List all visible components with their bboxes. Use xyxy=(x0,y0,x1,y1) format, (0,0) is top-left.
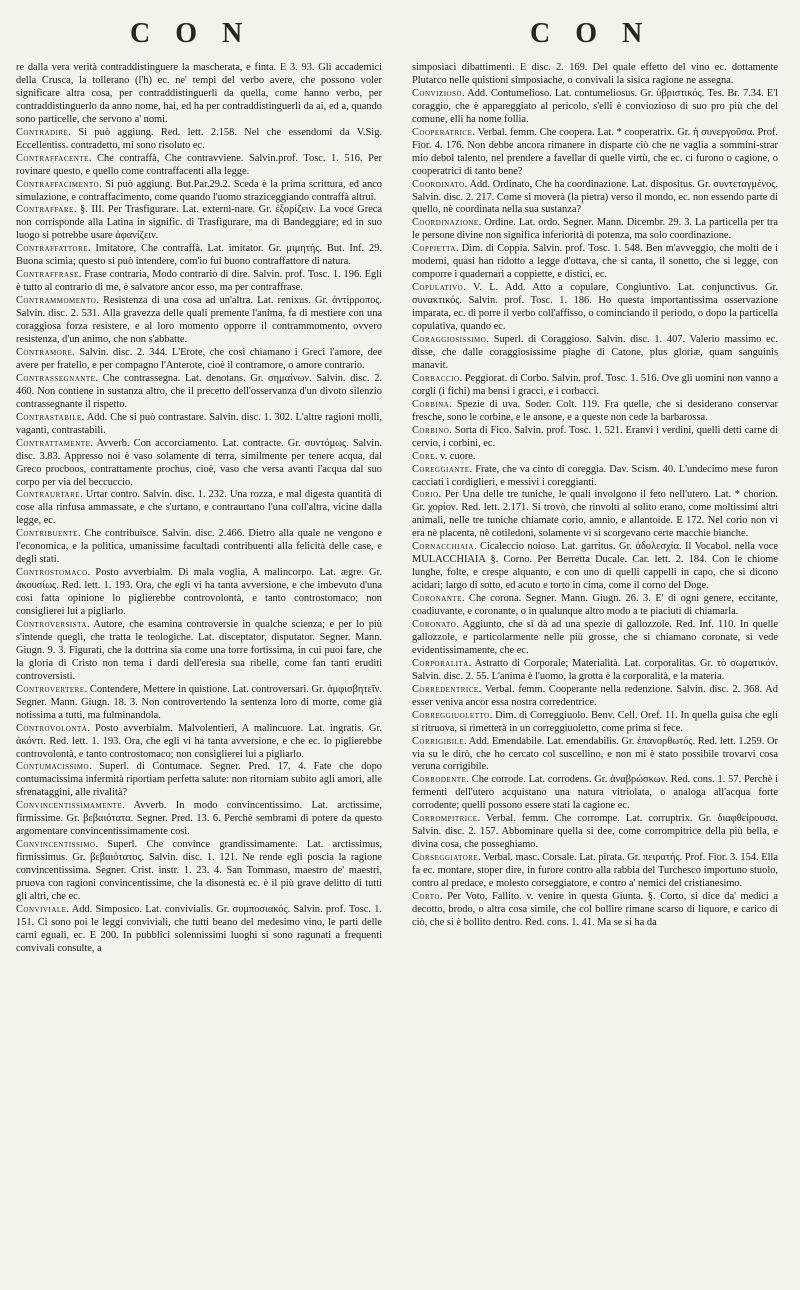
entry-definition: . Spezie di uva. Soder. Colt. 119. Fra quelle, che si desiderano conservar freschе, sono le corbine, e le ansone, e a queste non cede la barbarossa. xyxy=(412,398,778,423)
dictionary-entry xyxy=(16,567,382,619)
entry-headword: Contraffrase xyxy=(16,269,79,281)
entry-headword: Contrammomento xyxy=(16,295,97,307)
entry-definition: . Verbal. masc. Corsale. Lat. pirata. Gr. πειρατής. Prof. Fior. 3. 154. Ella fa ec. montare, stoper dire, in furore contro alla rabbia del Turchesco importuno stuolo, contro al predace, e molesto corseggiatore, e contro a' nemici del cristianesimo. xyxy=(412,852,778,890)
entry-headword: Controvolontà xyxy=(16,722,88,734)
entry-definition: . Superl. di Coraggioso. Salvin. disc. 1. 407. Valerio massimo ec. disse, che dalle coraggiosissime piaghe di Catone, plus gloriæ, quam sanguinis manavit. xyxy=(412,334,778,371)
dictionary-entry xyxy=(412,88,778,127)
entry-headword: Contumacissimo xyxy=(16,761,90,773)
dictionary-entry xyxy=(16,761,382,800)
entry-definition: . Contendere, Mettere in quistione. Lat. controversari. Gr. ἀμφισβητεῖν. Segner. Mann. Giugn. 18. 3. Non controvertendo la sentenza loro di morte, come già notissima a tutti, ma fulminandola. xyxy=(16,683,382,721)
entry-definition: . Dim. di Coppia. Salvin. prof. Tosc. 1. 548. Ben m'avveggio, che molti de i moderni, quasi han ridotto a legge d'ottava, che si canta, il sonetto, che si legge, con comporre i quadernari a coppiette, e distici, ec. xyxy=(412,243,778,281)
entry-headword: Coronante xyxy=(412,593,462,605)
entry-definition: . Urtar contro. Salvin. disc. 1. 232. Una rozza, e mal digesta quantità di cose alla rinfusa ammassate, e che s'urtano, e contraurtano l'una coll'altra, vicine dalla legge, ec. xyxy=(16,489,382,527)
entry-definition: . Aggiunto, che si dà ad una spezie di gallozzole. Red. Inf. 110. In quelle gallozzole, e particolarmente nelle più grosse, che si chiamano coronate, si vede evidentissimamente, che ec. xyxy=(412,618,778,656)
dictionary-entry xyxy=(412,710,778,736)
dictionary-entry xyxy=(412,451,778,464)
entry-headword: Coronato xyxy=(412,618,457,630)
entry-headword: Coraggiosissimo xyxy=(412,334,487,346)
entry-definition: . Add. Ordinato, Che ha coordinazione. Lat. dispositus. Gr. συντεταγμένος. Salvin. disc. 2. 217. Come si moverà (la pietra) verso il mondo, ec. non essendo parte di quello, nè coordinata nella sua sustanza? xyxy=(412,178,778,216)
entry-headword: Corbaccio xyxy=(412,372,460,384)
entry-headword: Contraffacente xyxy=(16,152,89,164)
entry-headword: Convincentissimo xyxy=(16,839,96,851)
entry-definition: . Astratto di Corporale; Materialità. Lat. corporalitas. Gr. τὸ σωματικόν. Salvin. disc. 2. 55. L'anima è l'uomo, la grotta è la corporalità, e la materia. xyxy=(412,657,778,682)
dictionary-entry xyxy=(16,723,382,762)
dictionary-entry xyxy=(412,464,778,490)
entry-headword: Controvertere xyxy=(16,683,85,695)
entry-definition: . Si può aggiung. Red. lett. 2.158. Nel che essendomi da V.Sig. Eccellentiss. contradetto, mi sono risoluto ec. xyxy=(16,126,382,151)
dictionary-entry xyxy=(412,425,778,451)
dictionary-entry xyxy=(16,489,382,528)
entry-definition: . Add. Simposico. Lat. convivialis. Gr. συμποσιακός. Salvin. prof. Tosc. 1. 151. Ci sono poi le leggi conviviali, che tutti beano del medesimo vino, le parti delle carni eguali, ec. E 200. In pubblici solennissimi luoghi si sono ragunati a frequenti convivali consulte, a xyxy=(16,903,382,954)
dictionary-entry xyxy=(412,852,778,891)
entry-definition: . Salvin. disc. 2. 344. L'Erote, che così chiamano i Greci l'amore, dee avere per fratello, e per compagno l'Anterote, cioè il contramore, o amore contrario. xyxy=(16,346,382,371)
dictionary-entry xyxy=(16,619,382,684)
entry-headword: Controstomaco xyxy=(16,567,88,579)
entry-headword: Contraffacimento xyxy=(16,178,100,190)
entry-definition: . Che contraffà, Che contravviene. Salvin.prof. Tosc. 1. 516. Per rovinare questo, e quello come contraffacenti alla legge. xyxy=(16,152,382,177)
dictionary-entry xyxy=(412,373,778,399)
dictionary-entry xyxy=(16,412,382,438)
dictionary-entry xyxy=(16,800,382,839)
dictionary-entry xyxy=(16,153,382,179)
dictionary-entry xyxy=(412,179,778,218)
entry-definition: . Si può aggiung. But.Par.29.2. Sceda è la prima scrittura, ed anco simulazione, e contraffacimento, come quando l'uomo straziceggiando contraffà altrui. xyxy=(16,178,382,203)
entry-headword: Conviviale xyxy=(16,903,67,915)
entry-definition: . Ordine. Lat. ordo. Segner. Mann. Dicembr. 29. 3. La particella per tra le persone divine non significa inferiorità di potenza, ma solo coordinazione. xyxy=(412,217,778,242)
entry-definition: . Add. Che si può contrastare. Salvin. disc. 1. 302. L'altre ragioni molli, vaganti, contrastabili. xyxy=(16,411,382,436)
entry-definition: . Superl. Che convince grandissimamente. Lat. arctissimus, firmissimus. Gr. βεβαιότατος. Salvin. disc. 1. 121. Ne rende egli poscia la ragione convincentissima. Segner. Crist. instr. 1. 23. 4. San Tommaso, maestro de' maestri, pruova con ragioni convincentissime, che la disonestà ec. è il più grave delitto di tutti gli altri, che ec. xyxy=(16,839,382,902)
entry-definition: . V. L. Add. Atto a copulare, Congiuntivo. Lat. conjunctivus. Gr. συνακτικός. Salvin. prof. Tosc. 1. 186. Ho questa importantissima osservazione imparata, ec. di porre il verbo coll'affisso, o cominciando il periodo, o dopo la particella copulativa, quando ec. xyxy=(412,282,778,333)
entry-definition: . Che corona. Segner. Mann. Giugn. 26. 3. E' di ogni genere, eccitante, coadiuvante, e coronante, o in qualunque altro modo a te piaciuti di chiamarla. xyxy=(412,593,778,618)
dictionary-entry xyxy=(412,541,778,593)
entry-headword: Controversista xyxy=(16,618,87,630)
entry-headword: Corredentrice xyxy=(412,683,479,695)
entry-definition: . Superl. di Contumace. Segner. Pred. 17. 4. Fate che dopo contumacissima infermità riportiam perfetta salute: non ritorniam subito agli amori, alle sfrenataggini, alle rivalità? xyxy=(16,761,382,799)
entry-definition: . §. III. Per Trasfigurare. Lat. externi-nare. Gr. ἐξορίζειν. La voce Greca non corrisponde alla Latina in signific. di Trasfigurare, ma di Bandeggiare; ed in suo luogo si potrebbe usare ἀφανίζειν. xyxy=(16,204,382,242)
dictionary-entry xyxy=(412,127,778,179)
entry-definition: . Sorta di Fico. Salvin. prof. Tosc. 1. 521. Eranvi i verdini, quelli detti carne di cervio, i corbini, ec. xyxy=(412,424,778,449)
entry-definition: . Per Una delle tre tuniche, le quali involgono il feto nell'utero. Lat. * chorion. Gr. χορίον. Red. lett. 2.171. Si trovò, che rinvolti al solito erano, come moltissimi altri animali, nelle tre tuniche chiamate corio, amnio, e allantoide. E 172. Nel corio non vi era nè placenta, nè cotiledoni, solamente vi si scorgevano certe macchie bianche. xyxy=(412,489,778,540)
entry-definition: re dalla vera verità contraddistinguere la mascherata, e finta. E 3. 93. Gli accademici della Crusca, la tolleranо (l'h) ec. ne' tempi del verbo avere, che possono voler significare altra cosa, per contraddistinguerli da quella, come hanno verbo, per contraddistinguerlo da anno nome, hai, ed ha per contraddistinguerli da ai, ed a, quando sono particelle, che servono a' nomi. xyxy=(16,62,382,125)
entry-definition: . Verbal. femm. Cooperante nella redenzione. Salvin. disc. 2. 368. Ad esser veniva ancor essa nostra corredentrice. xyxy=(412,683,778,708)
entry-headword: Coreggiante xyxy=(412,463,470,475)
dictionary-entry xyxy=(16,243,382,269)
entry-definition: . Che corrode. Lat. corrodens. Gr. ἀναβρώσκων. Red. cons. 1. 57. Perchè i fermenti dell'utero acquistano una natura vitriolata, o analoga all'acqua forte corrodente; quelli possono essere stati la cagione ec. xyxy=(412,774,778,812)
entry-definition: . Che contribuisce. Salvin. disc. 2.466. Dietro alla quale ne vengono e l'economica, e la politica, umanissime facultadi contribuenti alla felicità delle case, e degli stati. xyxy=(16,528,382,566)
dictionary-entry xyxy=(412,217,778,243)
entry-definition: . Add. Contumelioso. Lat. contumeliosus. Gr. ὑβριστικός. Tes. Br. 7.34. E'l coraggio, che è appareggiato al pericolo, s'elli è conviozioso di suo pro più che del comune, elli ha nome follia. xyxy=(412,87,778,125)
dictionary-entry xyxy=(16,528,382,567)
running-head-left: C O N xyxy=(130,18,252,49)
left-column xyxy=(16,62,382,956)
right-column xyxy=(412,62,778,930)
entry-headword: Convincentissimamente xyxy=(16,800,123,812)
dictionary-entry xyxy=(16,179,382,205)
dictionary-entry xyxy=(412,774,778,813)
entry-definition: . v. cuore. xyxy=(434,450,476,462)
entry-headword: Contrassegnante xyxy=(16,372,96,384)
entry-definition: . Per Voto, Fallito. v. venire in questa Giunta. §. Corto, si dice da' medici a decotto, brodo, o altra cosa simile, che col bollire rimane scarso di liquore, e carico di ciò, che si è bollito dentro. Red. cons. 1. 41. Ma se si ha da xyxy=(412,891,778,928)
dictionary-entry xyxy=(16,347,382,373)
entry-headword: Contraffare xyxy=(16,204,74,216)
entry-headword: Contramore xyxy=(16,346,73,358)
entry-definition: . Avverb. In modo convincentissimo. Lat. arctissime, firmissime. Gr. βεβαιότατα. Segner. Pred. 13. 6. Perchè sembrami di potere da questo argomentare convincentissimamente così. xyxy=(16,800,382,838)
dictionary-entry xyxy=(16,269,382,295)
entry-headword: Contraffattore xyxy=(16,243,89,255)
dictionary-entry xyxy=(412,593,778,619)
entry-headword: Corporalità xyxy=(412,657,469,669)
entry-headword: Corrompitrice xyxy=(412,813,478,825)
entry-definition: . Dim. di Correggiuolo. Benv. Cell. Oref. 11. In quella guisa che egli si ritruova, si rimetterà in un correggiuoletto, come prima si fece. xyxy=(412,709,778,734)
entry-definition: . Frase contraria, Modo contrario di dire. Salvin. prof. Tosc. 1. 196. Egli è tutto al contrario di me, è salvatore ancor esso, ma per contraffrase. xyxy=(16,269,382,294)
dictionary-entry xyxy=(412,619,778,658)
dictionary-entry xyxy=(412,62,778,88)
entry-headword: Contraurtare xyxy=(16,489,81,501)
dictionary-entry xyxy=(412,658,778,684)
dictionary-entry xyxy=(412,736,778,775)
entry-headword: Coordinazione xyxy=(412,217,479,229)
entry-headword: Correggiuoletto xyxy=(412,709,490,721)
dictionary-entry xyxy=(16,904,382,956)
entry-definition: . Posto avverbialm. Malvolentieri, A malincuore. Lat. ingratis. Gr. ἀκόντι. Red. lett. 1. 193. Ora, che egli vi ha tanta avversione, e che ec. lo piglierebbe controvolontà, e tanto controstomaco; non consiglierei lui a pigliarlo. xyxy=(16,722,382,760)
dictionary-entry xyxy=(16,373,382,412)
entry-headword: Contribuente xyxy=(16,528,78,540)
entry-headword: Core xyxy=(412,450,435,462)
dictionary-entry xyxy=(412,489,778,541)
entry-headword: Corto xyxy=(412,891,440,902)
dictionary-entry xyxy=(16,127,382,153)
entry-headword: Corbina xyxy=(412,398,450,410)
entry-headword: Convizioso xyxy=(412,87,463,99)
dictionary-entry xyxy=(412,813,778,852)
entry-definition: . Verbal. femm. Che corrompe. Lat. corruptrix. Gr. διαφθείρουσα. Salvin. disc. 2. 157. Abbominare quella si dee, come corrompitrice della più bella, e divina cosa, che posseghiamo. xyxy=(412,813,778,851)
dictionary-entry xyxy=(412,891,778,930)
dictionary-entry xyxy=(412,282,778,334)
dictionary-entry xyxy=(412,399,778,425)
entry-definition: . Add. Emendabile. Lat. emendabilis. Gr. ἐπανορθωτός. Red. lett. 1.259. Or via su le dirò, che ho cercato col suscellino, e non mi è stato possibile trovarvi cosa veruna corrigibile. xyxy=(412,735,778,773)
entry-definition: . Imitatore, Che contraffà. Lat. imitator. Gr. μιμητής. But. Inf. 29. Buona scimia; questo si può intendere, com'io fui buono contraffattore di natura. xyxy=(16,243,382,268)
dictionary-entry xyxy=(412,334,778,373)
entry-headword: Copulativo xyxy=(412,282,464,294)
entry-headword: Corbino xyxy=(412,424,450,436)
dictionary-entry xyxy=(16,839,382,904)
dictionary-entry xyxy=(412,243,778,282)
entry-definition: . Peggiorat. di Corbo. Salvin. prof. Tosc. 1. 516. Ove gli uomini non vanno a corgli (i fichi) ma bensì i gracci, e i corbacci. xyxy=(412,372,778,397)
entry-headword: Cooperatrice xyxy=(412,126,473,138)
entry-headword: Contrastabile xyxy=(16,411,82,423)
entry-headword: Cornacchiaia xyxy=(412,541,474,553)
entry-headword: Corseggiatore xyxy=(412,852,479,864)
entry-definition: . Frate, che va cinto di coreggia. Dav. Scism. 40. L'undecimo mese furon cacciati i cordiglieri, e messivi i coreggianti. xyxy=(412,463,778,488)
dictionary-entry xyxy=(16,684,382,723)
entry-headword: Corrodente xyxy=(412,774,467,786)
dictionary-entry xyxy=(16,62,382,127)
dictionary-entry xyxy=(16,295,382,347)
entry-definition: simposiaci dibattimenti. E disc. 2. 169. Del quale effetto del vino ec. dottamente Plutarco nelle quistioni simposiache, o convivali la sisica ragione ne assegna. xyxy=(412,62,778,86)
entry-definition: . Verbal. femm. Che coopera. Lat. * cooperatrix. Gr. ἡ συνεργοῦσα. Prof. Fior. 4. 176. Non debbe ancora rimanere in disparte ciò che ne vaglia a sommini-strar mio debol talento, nel prendere a favellar di quelle virtù, che ec. ci furono o cagione, o cooperatrici di tanto bene? xyxy=(412,126,778,177)
entry-headword: Corrigibile xyxy=(412,735,465,747)
dictionary-entry xyxy=(16,438,382,490)
dictionary-entry xyxy=(16,204,382,243)
entry-definition: . Cicaleccio noioso. Lat. garritus. Gr. ἀδολεσχία. Il Vocabol. nella voce MULACCHIAIA §. Corno. Per Berretta Ducale. Car. lett. 2. 184. Con le chiome lunghe, folte, e crespe alquanto, e con uno di quelli cappelli in capo, che si dicono acidari; largo di sotto, ed acuto e torto in cima, come il corno del Doge. xyxy=(412,541,778,592)
entry-definition: . Che contrassegna. Lat. denotans. Gr. σημαίνων. Salvin. disc. 2. 460. Non contiene in sustanza altro, che il precetto dell'osservanza d'un divoto silenzio contrassegnante il rispetto. xyxy=(16,372,382,410)
dictionary-entry xyxy=(412,684,778,710)
entry-headword: Corio xyxy=(412,489,439,501)
entry-definition: . Autore, che esamina controversie in qualche scienza; e per lo più s'intende quegli, che tratta le teologiche. Lat. disceptator, disputator. Segner. Mann. Giugn. 9. 3. Figurati, che la dottrina sia come una torre fortissima, in cui puoi fare, che la gloria di Cristo non tema i dardi dell'eresia sua ribelle, come fan tanti eruditi controversisti. xyxy=(16,618,382,682)
entry-definition: . Avverb. Con accorciamento. Lat. contracte. Gr. συντόμως. Salvin. disc. 3.83. Appresso noi è vaso solamente di terra, similmente per tenere acqua, dal Greco procboos, contrattamente prochus, cioè, vaso che versa avanti l'acqua dal suo corpo per via del beccuccio. xyxy=(16,437,382,488)
column-gutter xyxy=(399,62,400,1272)
entry-headword: Contrattamente xyxy=(16,437,91,449)
entry-definition: . Posto avverbialm. Di mala voglia, A malincorpo. Lat. ægre. Gr. ἀκουσίως. Red. lett. 1. 193. Ora, che egli vi ha tanta avversione, e che imbevuto d'una così fatta opinione lo piglierebbe controvolontà, e tanto controstomaco; non consiglierei lui a pigliarlo. xyxy=(16,567,382,618)
running-head-right: C O N xyxy=(530,18,652,49)
entry-definition: . Resistenza di una cosa ad un'altra. Lat. renixus. Gr. ἀντίρροπος. Salvin. disc. 2. 531. Alla gravezza delle quali premente l'anima, fa di mestiere con una coraggiosa forza resistere, e al loro momento opporre il contrammomento, ovvero resistenza, d'un animo, che non s'abbatte. xyxy=(16,295,382,346)
entry-headword: Coppietta xyxy=(412,243,456,255)
entry-headword: Coordinato xyxy=(412,178,465,190)
entry-headword: Contradire xyxy=(16,126,69,138)
